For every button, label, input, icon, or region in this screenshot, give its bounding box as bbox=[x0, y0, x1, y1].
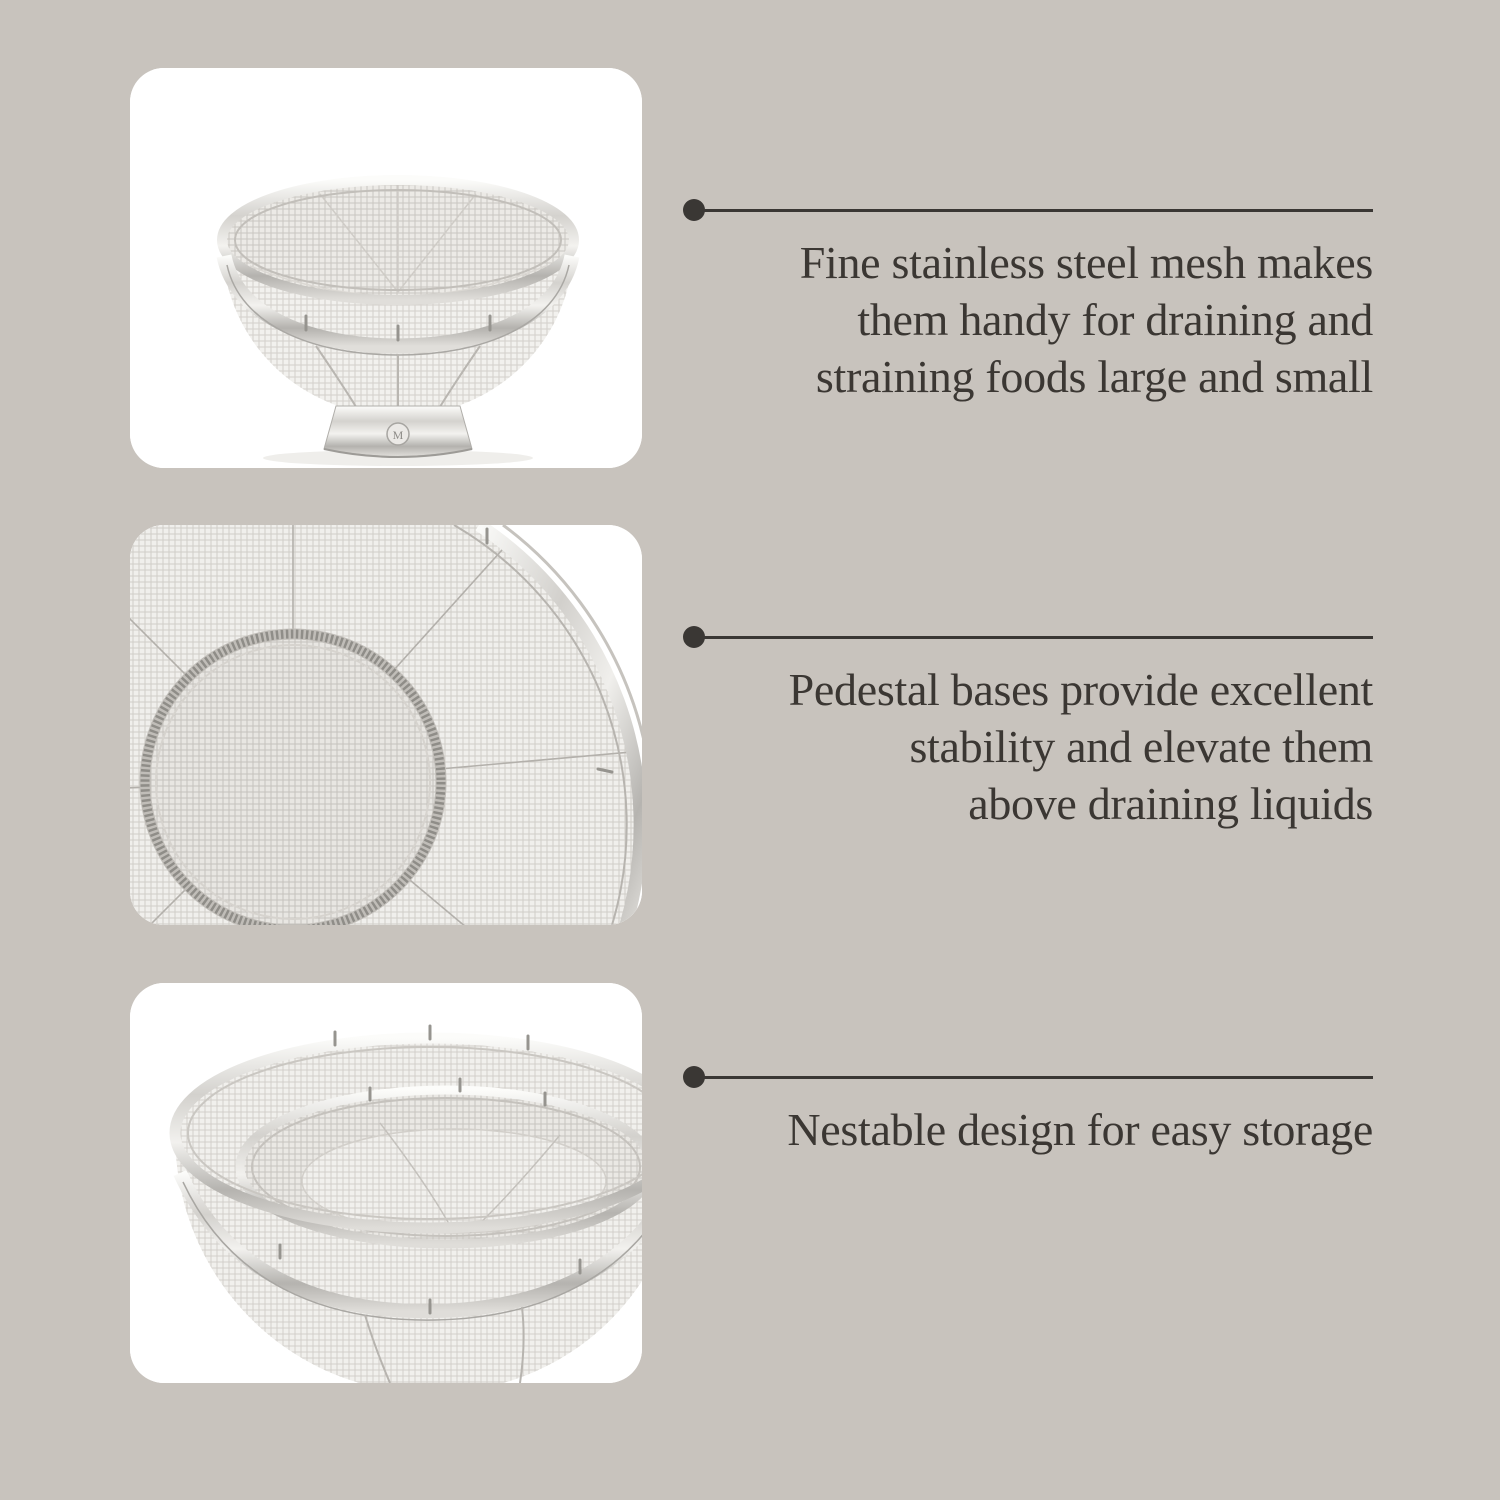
feature-text-line: Nestable design for easy storage bbox=[787, 1104, 1373, 1155]
feature-connector bbox=[683, 199, 1373, 221]
feature-block-nestable bbox=[683, 1066, 1373, 1158]
feature-text-line: them handy for draining and bbox=[857, 294, 1373, 345]
connector-rule bbox=[702, 209, 1373, 212]
nested-colanders-photo bbox=[130, 983, 642, 1383]
base-ring bbox=[145, 634, 441, 925]
feature-block-mesh bbox=[683, 199, 1373, 405]
feature-text-line: Fine stainless steel mesh makes bbox=[799, 237, 1373, 288]
feature-text-line: straining foods large and small bbox=[815, 351, 1373, 402]
photo-card-nested-view bbox=[130, 983, 642, 1383]
colander-side-view-photo bbox=[130, 68, 642, 468]
feature-text bbox=[683, 661, 1373, 832]
colander-top-view-photo bbox=[130, 525, 642, 925]
inner-colander bbox=[240, 1090, 642, 1244]
feature-text bbox=[683, 234, 1373, 405]
photo-card-top-view bbox=[130, 525, 642, 925]
feature-text bbox=[683, 1101, 1373, 1158]
brand-monogram: M bbox=[392, 428, 404, 442]
brand-badge bbox=[387, 423, 409, 445]
feature-text-line: stability and elevate them bbox=[909, 721, 1373, 772]
connector-rule bbox=[702, 636, 1373, 639]
feature-text-line: above draining liquids bbox=[968, 778, 1373, 829]
feature-connector bbox=[683, 1066, 1373, 1088]
feature-block-pedestal bbox=[683, 626, 1373, 832]
connector-rule bbox=[702, 1076, 1373, 1079]
feature-text-line: Pedestal bases provide excellent bbox=[788, 664, 1373, 715]
feature-connector bbox=[683, 626, 1373, 648]
photo-card-side-view bbox=[130, 68, 642, 468]
